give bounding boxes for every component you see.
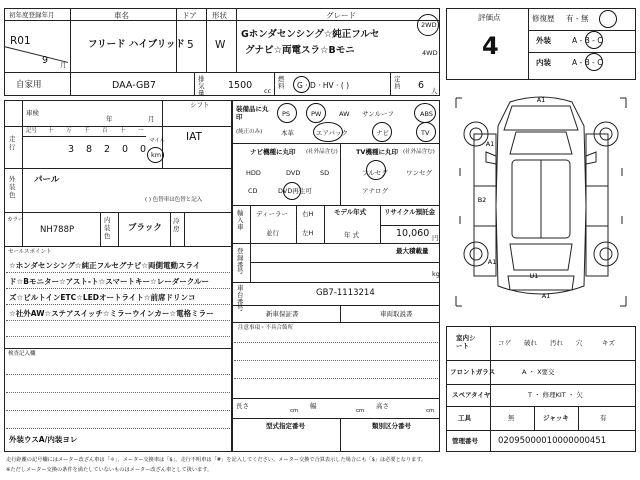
tv-sub: (社外品含む) bbox=[403, 149, 435, 155]
navi-label: ナビ機種に丸印 bbox=[250, 148, 296, 156]
mileage-digit-header: 記号 bbox=[26, 128, 38, 134]
jack-value: 有 bbox=[600, 414, 607, 422]
cool-label: 冷房 bbox=[173, 217, 180, 233]
tools-label: 工具 bbox=[458, 414, 471, 422]
equip-ps-circle bbox=[277, 103, 297, 123]
mileage-digit-header: 十 bbox=[120, 128, 126, 134]
inspection-year-unit: 年 bbox=[106, 115, 113, 123]
equipment-item: AW bbox=[339, 110, 350, 118]
navi-sub: (社外品含む) bbox=[306, 149, 338, 155]
color-label: 外装色 bbox=[9, 175, 16, 199]
dealer-label: ディーラー bbox=[256, 210, 288, 218]
capacity-label: 定員 bbox=[394, 75, 401, 91]
shape-label: 形状 bbox=[212, 11, 227, 20]
navi-dvd: DVD bbox=[286, 169, 301, 177]
recycle-amount: 10,060 bbox=[396, 228, 430, 239]
vehicle-name: フリード ハイブリッド bbox=[88, 39, 185, 50]
equip-navi-circle bbox=[372, 122, 392, 142]
capacity-unit: 人 bbox=[431, 87, 438, 95]
inspection-label: 車検 bbox=[26, 109, 39, 117]
interior-item: 汚れ bbox=[550, 339, 563, 347]
sales-line-4: ☆社外AW☆ステアスイッチ☆ミラーウインカー☆電格ミラー bbox=[9, 309, 214, 318]
footer-note-1: 走行距離の記号欄にはメーター改ざん車は「＊」、メーター交換車は「$」、走行不明車は「#」を記入してください。メーター交換で合算表示した場合にも「$」は必要となります。 bbox=[6, 457, 427, 463]
model-year-unit: 年 式 bbox=[344, 231, 360, 239]
model-year-label: モデル年式 bbox=[334, 208, 367, 216]
color-code: NH788P bbox=[40, 225, 75, 235]
eval-score: 4 bbox=[482, 32, 499, 60]
manual-label: 車両取説書 bbox=[380, 310, 413, 318]
grade-label: グレード bbox=[326, 11, 356, 20]
door-count: 5 bbox=[187, 39, 194, 51]
first-reg-label: 初年度登録年月 bbox=[9, 11, 55, 19]
diagram-label-a1-rear: A1 bbox=[541, 292, 551, 300]
equipment-item: エアバック bbox=[316, 129, 348, 137]
kg-unit: kg bbox=[432, 270, 440, 278]
repair-label: 修復歴 bbox=[532, 14, 555, 23]
capacity: 6 bbox=[418, 80, 425, 91]
windshield-value: A ・ X要交 bbox=[522, 368, 555, 376]
km-label: km bbox=[151, 151, 162, 159]
color-code-label: カラー bbox=[7, 217, 24, 223]
notes-label: 注意事項・不具合箇所 bbox=[238, 325, 294, 331]
interior-options: A - B - C bbox=[572, 58, 603, 67]
tv-fullseg-circle bbox=[366, 160, 386, 180]
tv-fullseg: フルセグ bbox=[362, 169, 388, 177]
equipment-item: ABS bbox=[420, 110, 433, 118]
fuel-circle bbox=[293, 76, 310, 93]
mileage-digit-header: 十 bbox=[48, 128, 54, 134]
interior-circle bbox=[585, 53, 603, 71]
exterior-circle bbox=[585, 31, 603, 49]
name-label: 車名 bbox=[114, 11, 129, 20]
handle-left: 左H bbox=[302, 229, 314, 237]
model-code: DAA-GB7 bbox=[112, 80, 156, 91]
interior-item: 破れ bbox=[524, 339, 537, 347]
shift-value: IAT bbox=[186, 131, 202, 143]
mileage-label: 走行 bbox=[9, 135, 16, 151]
color-note: ( ) 色替車は色替と記入 bbox=[145, 197, 203, 203]
interior-color-label: 内装色 bbox=[104, 216, 111, 240]
mileage-digit: 2 bbox=[104, 144, 111, 155]
equipment-item: PS bbox=[282, 110, 291, 118]
class-num-label: 類別区分番号 bbox=[372, 422, 411, 430]
max-load-label: 最大積載量 bbox=[396, 247, 429, 255]
chassis-label: 車台番号 bbox=[237, 284, 244, 313]
equipment-item: TV bbox=[421, 129, 430, 137]
parallel-label: 並行 bbox=[266, 229, 279, 237]
diagram-label-a1-left: A1 bbox=[485, 140, 495, 148]
type-num-label: 型式指定番号 bbox=[266, 422, 305, 430]
width-label: 幅 bbox=[310, 402, 317, 410]
inspection-month-unit: 月 bbox=[148, 115, 155, 123]
diagram-label-a1-front: A1 bbox=[536, 96, 546, 104]
diagram-label-a1-rear-left: A1 bbox=[487, 258, 497, 266]
repair-options: 有 - 無 bbox=[566, 14, 589, 23]
interior-item: 穴 bbox=[576, 339, 583, 347]
width-unit: cm bbox=[356, 408, 365, 414]
color-value: パール bbox=[34, 175, 60, 185]
mileage-digit-header: 万 bbox=[66, 128, 72, 134]
diagram-label-u1: U1 bbox=[529, 272, 539, 280]
equip-tv-circle bbox=[416, 122, 436, 142]
displacement: 1500 bbox=[228, 80, 253, 91]
height-unit: cm bbox=[426, 408, 435, 414]
spare-label: スペアタイヤ bbox=[452, 391, 491, 399]
mileage-digit: 0 bbox=[122, 144, 129, 155]
car-damage-diagram bbox=[446, 86, 636, 318]
equipment-item: サンルーフ bbox=[362, 110, 394, 118]
sales-points-label: セールスポイント bbox=[8, 249, 52, 255]
windshield-label: フロントガラス bbox=[450, 368, 496, 376]
navi-sd: SD bbox=[320, 169, 330, 177]
navi-dvd-play-circle bbox=[283, 182, 301, 200]
shift-label: シフト bbox=[190, 101, 210, 109]
mile-label: マイル bbox=[149, 138, 166, 144]
use-type: 自家用 bbox=[16, 80, 42, 90]
sales-line-2: ド☆Bモニター☆アスト-ト☆スマートキー☆レーダークルー bbox=[9, 277, 210, 286]
drive-2wd: 2WD bbox=[421, 21, 437, 29]
sales-line-1: ☆ホンダセンシング☆純正フルセグナビ☆両側電動スライ bbox=[9, 261, 201, 270]
grade-line-1: Gホンダセンシング☆純正フルセ bbox=[241, 29, 380, 40]
tv-oneseg: ワンセグ bbox=[406, 169, 432, 177]
drive-4wd: 4WD bbox=[422, 49, 438, 57]
km-circle bbox=[147, 147, 164, 163]
length-unit: cm bbox=[290, 408, 299, 414]
interior-label: 内装 bbox=[536, 58, 551, 67]
reg-month-unit: 月 bbox=[60, 61, 67, 69]
mgmt-label: 管理番号 bbox=[452, 437, 478, 445]
spare-value: T ・ 修理KIT ・ 欠 bbox=[528, 391, 583, 399]
tv-analog: アナログ bbox=[362, 187, 388, 195]
interior-item: コゲ bbox=[498, 339, 511, 347]
mileage-digit: 8 bbox=[86, 144, 93, 155]
recycle-unit: 円 bbox=[432, 234, 439, 242]
mileage-digit-header: 百 bbox=[102, 128, 108, 134]
equip-airbag-circle bbox=[313, 122, 343, 142]
repair-circle bbox=[599, 10, 617, 28]
navi-hdd: HDD bbox=[246, 169, 261, 177]
diagram-label-b2: B2 bbox=[477, 196, 487, 204]
interior-color: ブラック bbox=[128, 223, 162, 233]
mileage-digit: 3 bbox=[68, 144, 75, 155]
inspector-label: 検査記入欄 bbox=[8, 351, 36, 357]
tools-value: 無 bbox=[508, 414, 515, 422]
equipment-item: 本革 bbox=[281, 129, 294, 137]
equipment-sub: (純正のみ) bbox=[236, 129, 263, 135]
equipment-label: 装備品に丸印 bbox=[236, 105, 269, 121]
interior-sheet-label: 室内シート bbox=[456, 334, 476, 351]
footer-note-2: ※ただしメーター交換の条件を満たしていないものはメーター改ざん車として扱います。 bbox=[6, 467, 213, 473]
mileage-digit: 0 bbox=[140, 144, 147, 155]
import-label: 輸入車 bbox=[237, 209, 244, 232]
fuel-label: 燃料 bbox=[278, 75, 285, 91]
exterior-label: 外装 bbox=[536, 36, 551, 45]
sales-line-3: ズ☆ビルトインETC☆LEDオートライト☆前席ドリンコ bbox=[9, 293, 196, 302]
inspector-line: 外装ウスA/内装ヨレ bbox=[9, 435, 78, 444]
body-shape: W bbox=[215, 39, 226, 51]
equip-abs-circle bbox=[414, 103, 436, 123]
exterior-options: A - B - C bbox=[572, 36, 603, 45]
displacement-label: 排気量 bbox=[198, 75, 205, 98]
eval-label: 評価点 bbox=[478, 13, 501, 22]
navi-dvd-play: DVD再生可 bbox=[278, 187, 312, 195]
mileage-digit-header: 千 bbox=[84, 128, 90, 134]
door-label: ドア bbox=[182, 11, 197, 20]
equipment-item: ナビ bbox=[376, 129, 389, 137]
equip-pw-circle bbox=[306, 103, 326, 123]
left-column bbox=[4, 100, 232, 452]
handle-right: 右H bbox=[302, 210, 314, 218]
warranty-label: 新車保証書 bbox=[266, 310, 299, 318]
tv-label: TV機種に丸印 bbox=[356, 148, 398, 156]
fuel-options: G · D · HV · ( ) bbox=[297, 81, 350, 90]
grade-line-2: グナビ☆両電スラ☆Bモニ bbox=[245, 45, 355, 56]
length-label: 長さ bbox=[236, 402, 249, 410]
recycle-label: リサイクル預託金 bbox=[384, 208, 436, 216]
reg-month: 9 bbox=[42, 55, 49, 66]
reg-number-label: 登録番号 bbox=[237, 247, 244, 276]
reg-year: R01 bbox=[10, 35, 31, 47]
navi-cd: CD bbox=[248, 187, 258, 195]
jack-label: ジャッキ bbox=[543, 414, 569, 422]
mileage-digit-header: 一 bbox=[138, 128, 144, 134]
mgmt-number: 02095000010000000451 bbox=[498, 436, 607, 446]
chassis-number: GB7-1113214 bbox=[316, 288, 375, 298]
equipment-item: PW bbox=[311, 110, 322, 118]
cc-unit: cc bbox=[264, 87, 272, 95]
interior-item: キズ bbox=[602, 339, 615, 347]
height-label: 高さ bbox=[376, 402, 389, 410]
